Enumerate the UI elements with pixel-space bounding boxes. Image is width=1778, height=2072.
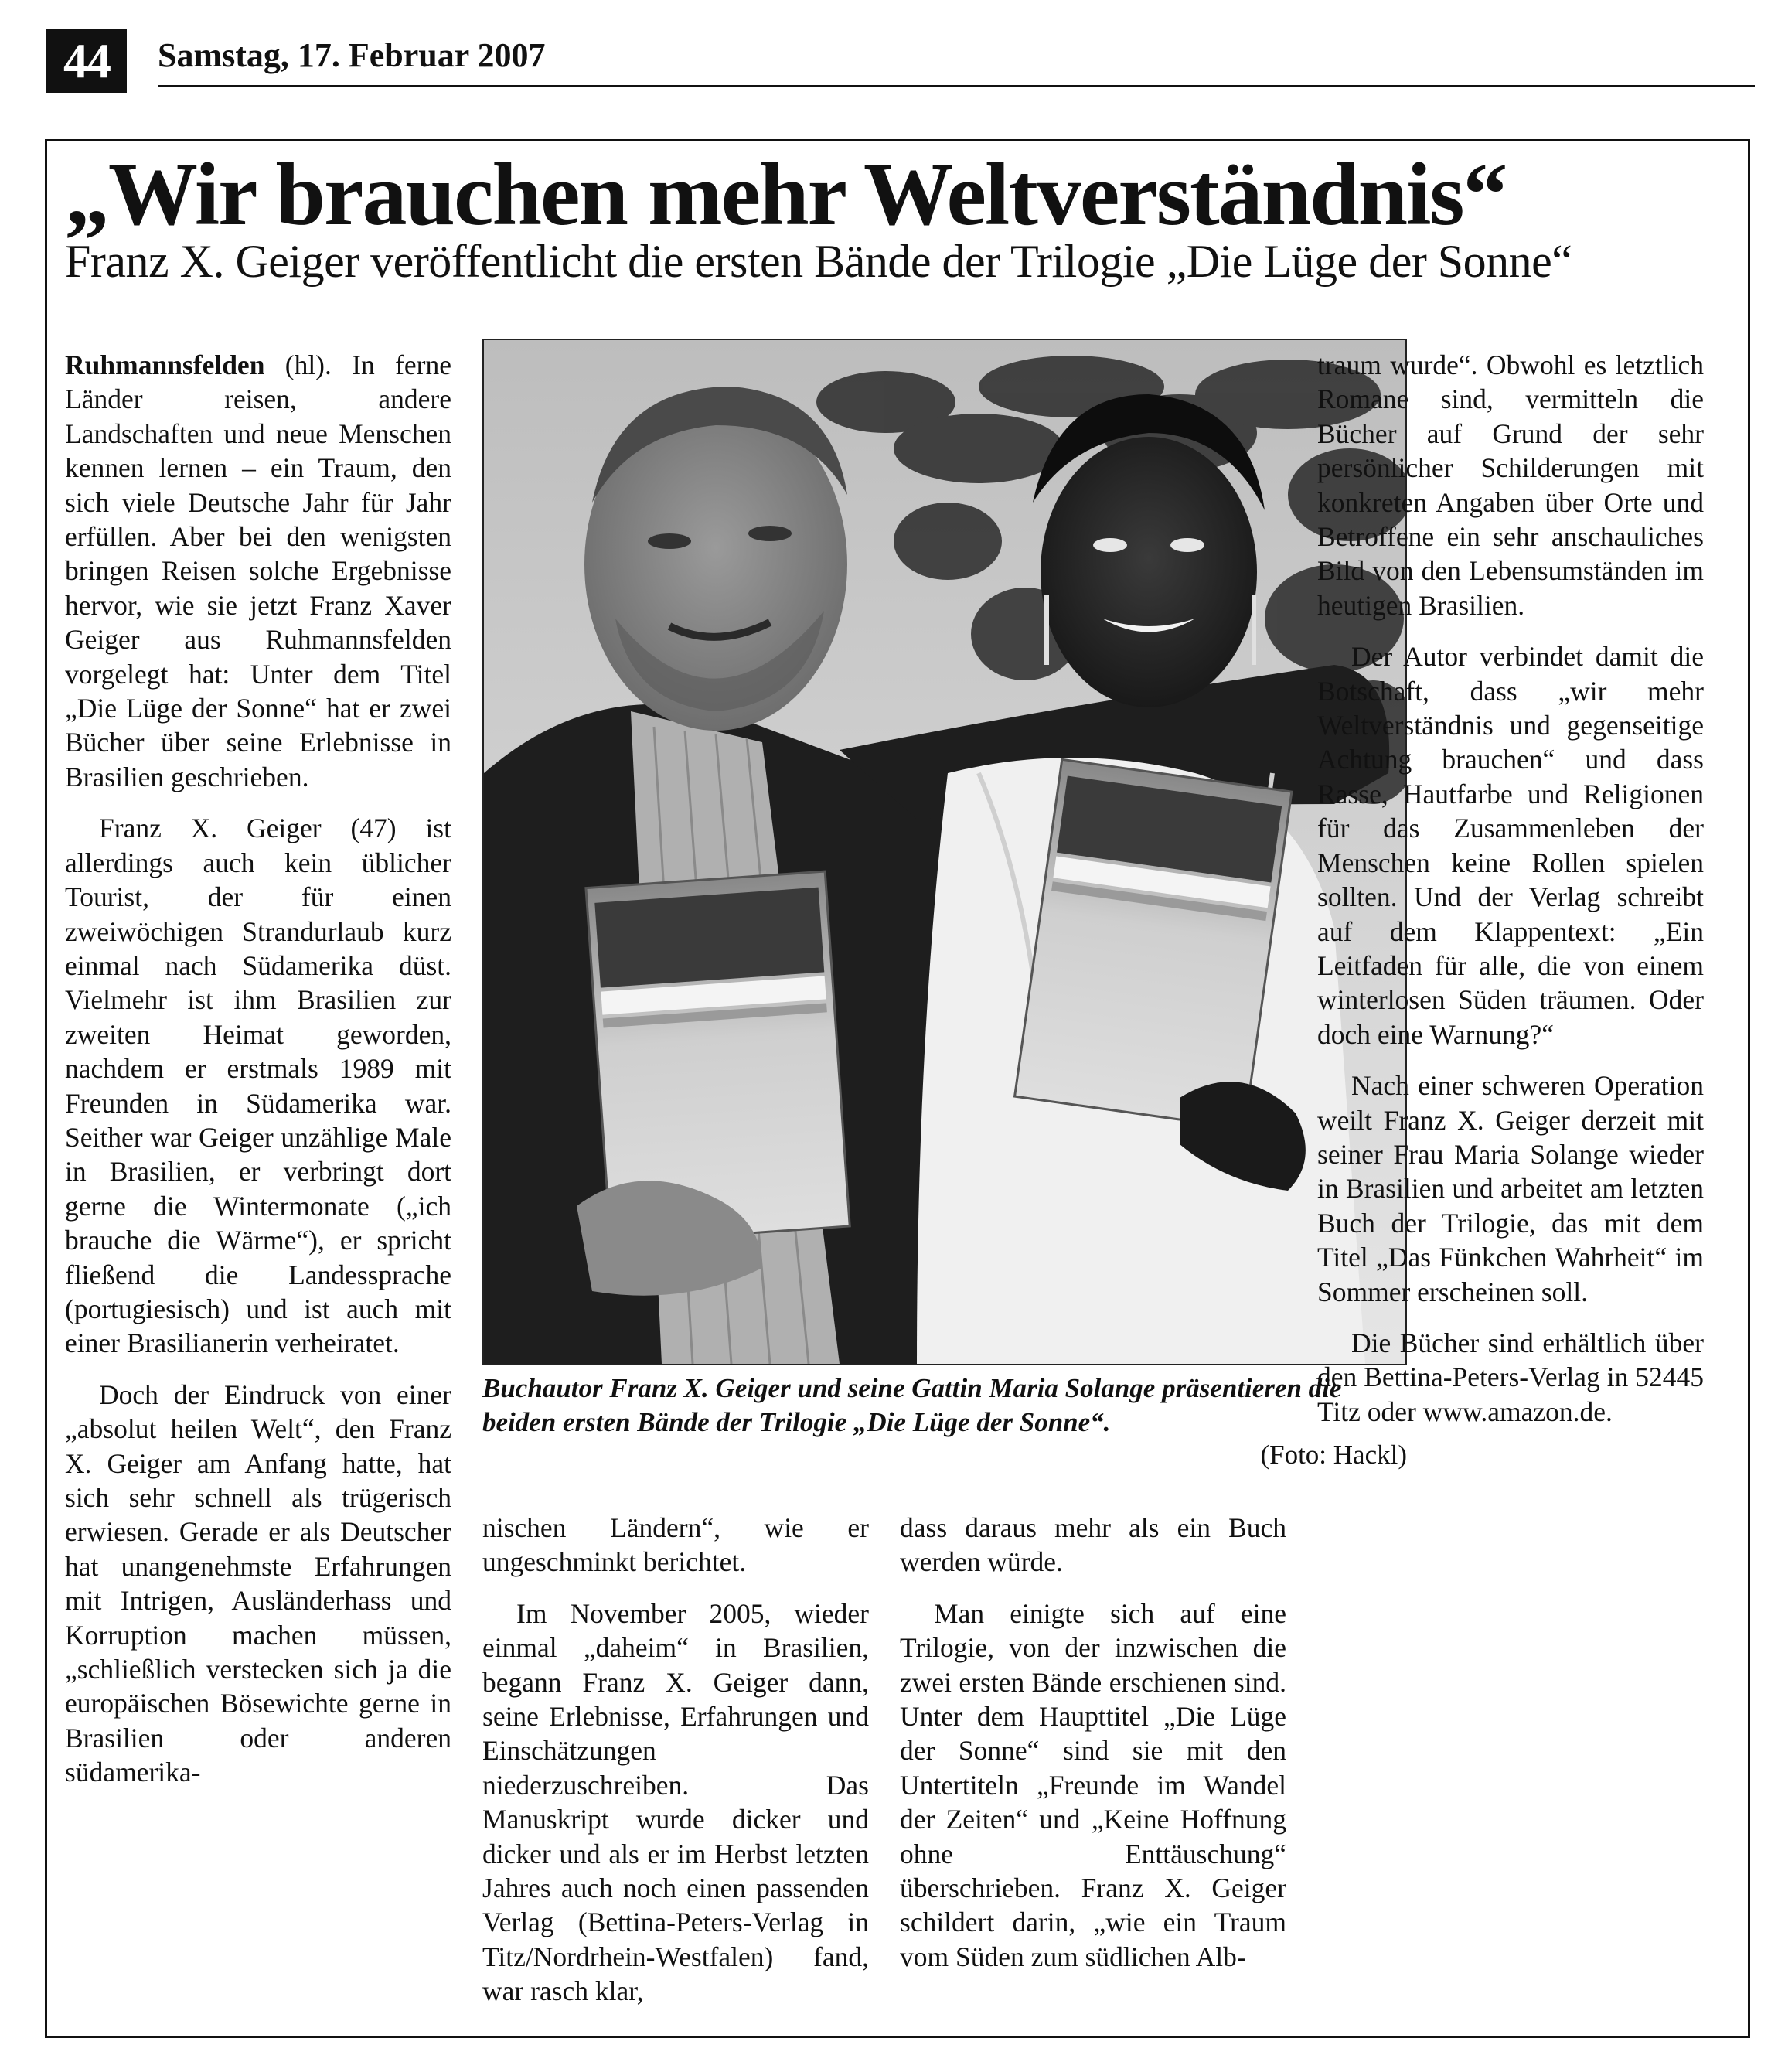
paragraph: Man einigte sich auf eine Trilogie, von der inzwischen die zwei ersten Bände erschienen sind. Unter dem Haupttitel „Die Lüge der Sonne“ sind sie mit den Untertiteln „Freunde im Wandel der Zeiten“ und „Keine Hoffnung ohne Enttäuschung“ überschrieben. Franz X. Geiger schildert darin, „wie ein Traum vom Süden zum südlichen Alb- <box>900 1597 1286 1972</box>
paragraph: Doch der Eindruck von einer „absolut heilen Welt“, den Franz X. Geiger am Anfang hatte, hat sich sehr schnell als trügerisch erwiesen. Gerade er als Deutscher hat unangenehmste Erfahrungen mit Intrigen, Ausländerhass und Korruption machen müssen, „schließlich verstecken sich ja die europäischen Bösewichte gerne in Brasilien oder anderen südamerika- <box>65 1378 451 1788</box>
text-column-2 <box>482 1511 869 2029</box>
dateline: Ruhmannsfelden <box>65 349 265 380</box>
paragraph-text: (hl). In ferne Länder reisen, andere Landschaften und neue Menschen kennen lernen – ein Traum, den sich viele Deutsche Jahr für Jahr erfüllen. Aber bei den wenigsten bringen Reisen solche Ergebnisse hervor, wie sie jetzt Franz Xaver Geiger aus Ruhmannsfelden vorgelegt hat: Unter dem Titel „Die Lüge der Sonne“ hat er zwei Bücher über seine Erlebnisse in Brasilien geschrieben. <box>65 349 451 792</box>
paragraph: traum wurde“. Obwohl es letztlich Romane sind, vermitteln die Bücher auf Grund der sehr persönlicher Schilderungen mit konkreten Angaben über Orte und Betroffene ein sehr anschauliches Bild von den Lebensumständen im heutigen Brasilien. <box>1317 349 1704 621</box>
text-column-4 <box>1317 348 1704 2026</box>
article-photo <box>482 339 1407 1365</box>
paragraph: Die Bücher sind erhältlich über den Bettina-Peters-Verlag in 52445 Titz oder www.amazon.de. <box>1317 1327 1704 1427</box>
article-headline: „Wir brauchen mehr Weltverständnis“ <box>65 145 1507 244</box>
photo-caption: Buchautor Franz X. Geiger und seine Gattin Maria Solange präsentieren die beiden ersten Bände der Trilogie „Die Lüge der Sonne“. <box>482 1373 1342 1437</box>
header-rule <box>158 85 1755 87</box>
paragraph <box>65 348 451 794</box>
header-date: Samstag, 17. Februar 2007 <box>158 36 546 74</box>
paragraph: Der Autor verbindet damit die Botschaft, dass „wir mehr Weltverständnis und gegenseitige Achtung brauchen“ und dass Rasse, Hautfarbe und Religionen für das Zusammenleben der Menschen keine Rollen spielen sollten. Und der Verlag schreibt auf dem Klappentext: „Ein Leitfaden für alle, die von einem winterlosen Süden träumen. Oder doch eine Warnung?“ <box>1317 641 1704 1050</box>
photo-credit: (Foto: Hackl) <box>1260 1440 1407 1470</box>
paragraph: Im November 2005, wieder einmal „daheim“ in Brasilien, begann Franz X. Geiger dann, seine Erlebnisse, Erfahrungen und Einschätzungen niederzuschreiben. Das Manuskript wurde dicker und dicker und als er im Herbst letzten Jahres auch noch einen passenden Verlag (Bettina-Peters-Verlag in Titz/Nordrhein-Westfalen) fand, war rasch klar, <box>482 1597 869 2007</box>
photo-illustration <box>484 340 1405 1364</box>
article-subheadline: Franz X. Geiger veröffentlicht die ersten Bände der Trilogie „Die Lüge der Sonne“ <box>65 236 1572 287</box>
paragraph: dass daraus mehr als ein Buch werden würde. <box>900 1512 1286 1578</box>
text-column-3 <box>900 1511 1286 2029</box>
page-number: 44 <box>46 29 127 93</box>
paragraph: Nach einer schweren Operation weilt Franz X. Geiger derzeit mit seiner Frau Maria Solange wieder in Brasilien und arbeitet am letzten Buch der Trilogie, das mit dem Titel „Das Fünkchen Wahrheit“ im Sommer erscheinen soll. <box>1317 1070 1704 1307</box>
paragraph: Franz X. Geiger (47) ist allerdings auch kein üblicher Tourist, der für einen zweiwöchigen Strandurlaub kurz einmal nach Südamerika düst. Vielmehr ist ihm Brasilien zur zweiten Heimat geworden, nachdem er erstmals 1989 mit Freunden in Südamerika war. Seither war Geiger unzählige Male in Brasilien, er verbringt dort gerne die Wintermonate („ich brauche die Wärme“), er spricht fließend die Landessprache (portugiesisch) und ist auch mit einer Brasilianerin verheiratet. <box>65 813 451 1359</box>
text-column-1 <box>65 348 451 2026</box>
paragraph: nischen Ländern“, wie er ungeschminkt berichtet. <box>482 1512 869 1578</box>
